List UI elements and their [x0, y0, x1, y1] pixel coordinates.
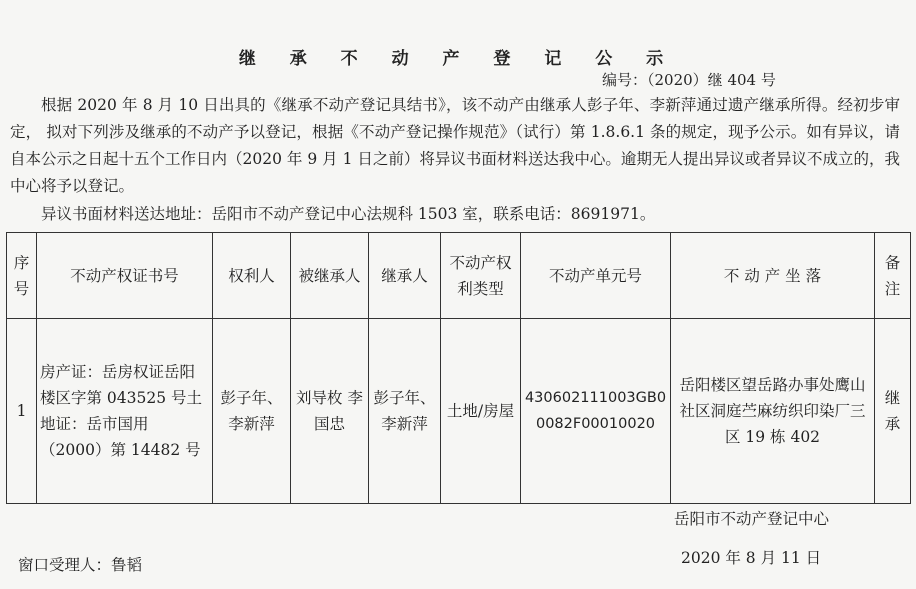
cell-unit-no: 430602111003GB00082F00010020: [521, 319, 671, 504]
header-cert: 不动产权证书号: [37, 233, 213, 319]
cell-location: 岳阳楼区望岳路办事处鹰山社区洞庭苎麻纺织印染厂三区 19 栋 402: [671, 319, 875, 504]
issuing-org: 岳阳市不动产登记中心: [674, 510, 830, 528]
header-location: 不 动 产 坐 落: [671, 233, 875, 319]
cell-decedent: 刘导枚 李国忠: [291, 319, 369, 504]
header-owner: 权利人: [213, 233, 291, 319]
objection-address: 异议书面材料送达地址：岳阳市不动产登记中心法规科 1503 室，联系电话：8691971。: [41, 205, 656, 223]
registration-table: [6, 232, 911, 504]
cell-heir: 彭子年、李新萍: [369, 319, 441, 504]
header-seq: 序号: [7, 233, 37, 319]
table-row: [7, 319, 911, 504]
cell-type: 土地/房屋: [441, 319, 521, 504]
header-heir: 继承人: [369, 233, 441, 319]
cell-note: 继承: [875, 319, 911, 504]
cell-owner: 彭子年、李新萍: [213, 319, 291, 504]
window-clerk: 窗口受理人：鲁韬: [18, 556, 143, 574]
cell-seq: 1: [7, 319, 37, 504]
table-header-row: [7, 233, 911, 319]
header-unit-no: 不动产单元号: [521, 233, 671, 319]
header-note: 备注: [875, 233, 911, 319]
notice-title: 继 承 不 动 产 登 记 公 示: [238, 49, 678, 69]
cell-cert: 房产证：岳房权证岳阳楼区字第 043525 号土地证：岳市国用（2000）第 14482 号: [37, 319, 213, 504]
notice-number: 编号：（2020）继 404 号: [602, 71, 776, 89]
notice-body: 根据 2020 年 8 月 10 日出具的《继承不动产登记具结书》，该不动产由继承人彭子年、李新萍通过遗产继承所得。经初步审定， 拟对下列涉及继承的不动产予以登记，根据《不动产登记操作规范》（试行）第 1.8.6.1 条的规定，现予公示。如有异议，请自本公示之日起十五个工作日内（2020 年 9 月 1 日之前）将异议书面材料送达我中心。逾期无人提出异议或者异议不成立的，我中心将予以登记。: [10, 96, 900, 195]
header-type: 不动产权利类型: [441, 233, 521, 319]
issue-date: 2020 年 8 月 11 日: [681, 549, 822, 567]
header-decedent: 被继承人: [291, 233, 369, 319]
